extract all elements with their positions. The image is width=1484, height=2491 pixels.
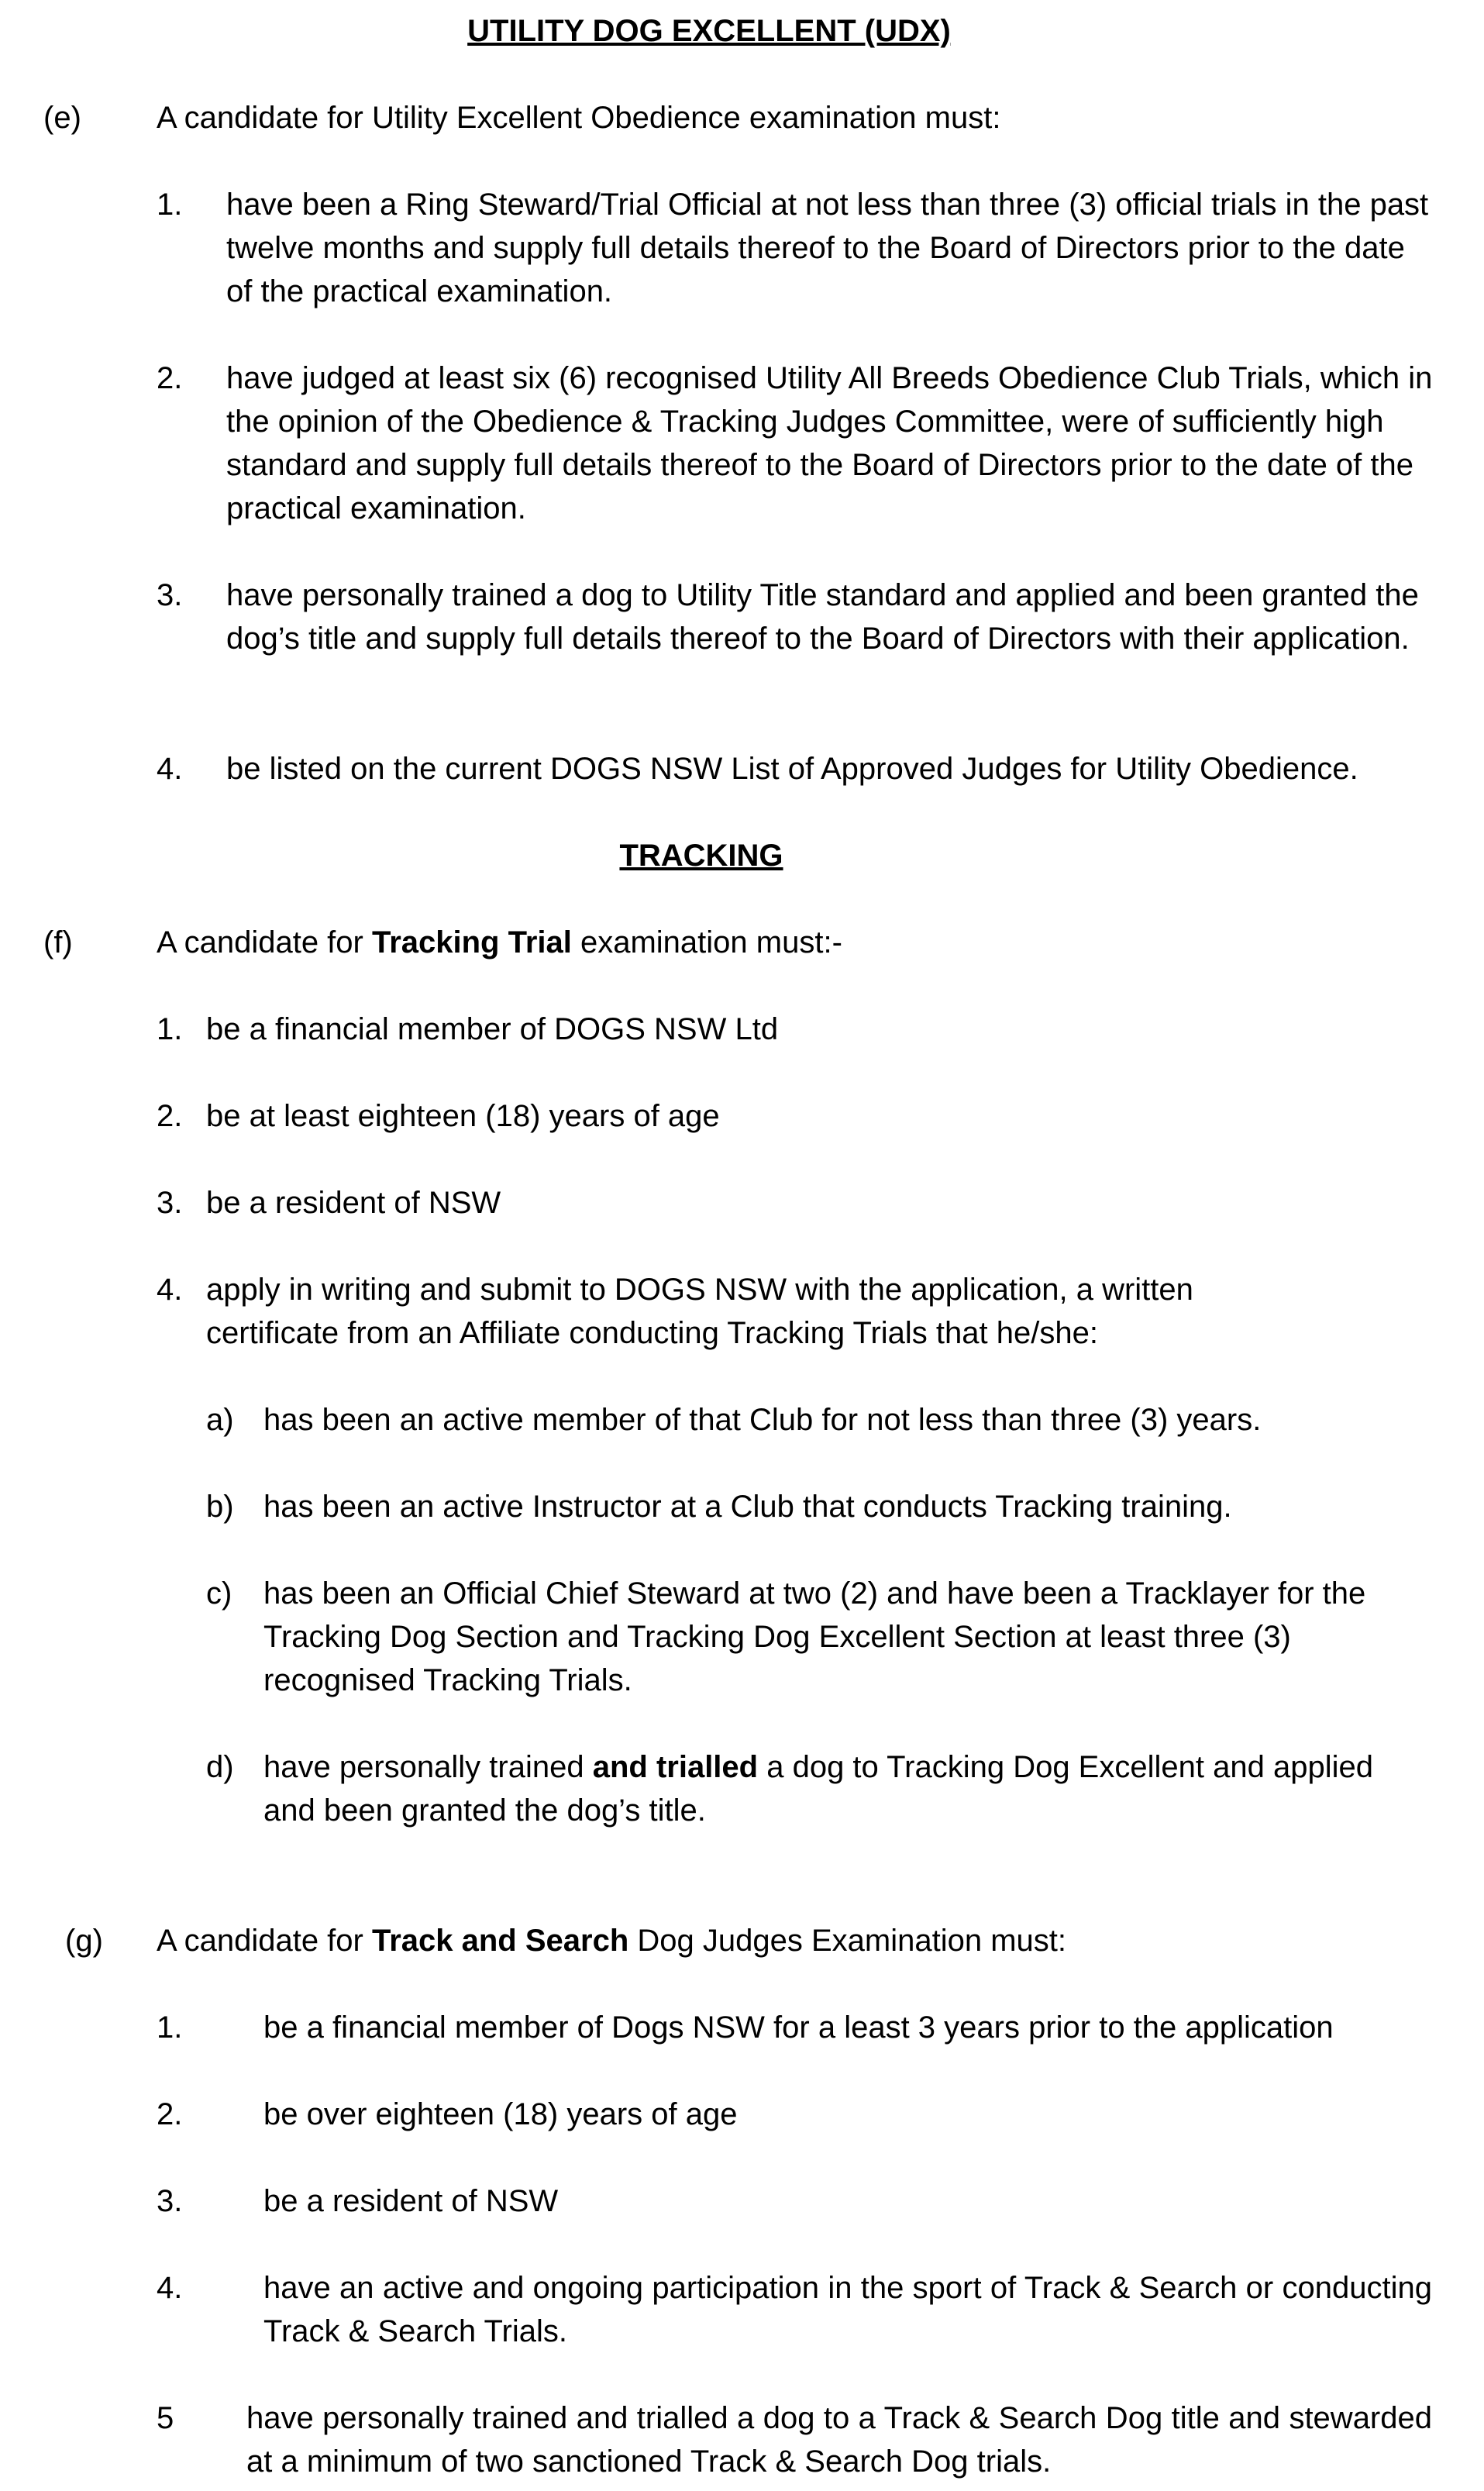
tracking-subitem-b-letter: b) — [206, 1490, 234, 1524]
track-search-item-2-text: be over eighteen (18) years of age — [263, 2097, 738, 2131]
tracking-item-1-number: 1. — [157, 1012, 183, 1046]
udx-heading: UTILITY DOG EXCELLENT (UDX) — [467, 14, 951, 48]
udx-item-3-number: 3. — [157, 578, 183, 612]
udx-item-3-text: have personally trained a dog to Utility Title standard and applied and been granted the dog’s title and supply full details thereof to the Board of Directors with their application. — [226, 578, 1419, 656]
tracking-item-3-number: 3. — [157, 1186, 183, 1220]
tracking-item-1-text: be a financial member of DOGS NSW Ltd — [206, 1012, 779, 1046]
section-marker-f: (f) — [43, 925, 73, 960]
track-search-item-3-number: 3. — [157, 2184, 183, 2218]
tracking-item-2-text: be at least eighteen (18) years of age — [206, 1099, 720, 1133]
tracking-item-2-number: 2. — [157, 1099, 183, 1133]
udx-item-2-text: have judged at least six (6) recognised Utility All Breeds Obedience Club Trials, which in the opinion of the Obedience & Tracking Judges Committee, were of sufficiently high standard and supply full details thereof to the Board of Directors prior to the date of the practical examination. — [226, 361, 1433, 525]
udx-item-4-number: 4. — [157, 752, 183, 786]
track-search-item-5-number: 5 — [157, 2401, 174, 2435]
tracking-subitem-d-letter: d) — [206, 1750, 234, 1784]
tracking-subitem-d-text: have personally trained and trialled a dog to Tracking Dog Excellent and applied and been granted the dog’s title. — [263, 1750, 1373, 1828]
tracking-subitem-a-letter: a) — [206, 1403, 234, 1437]
tracking-heading: TRACKING — [619, 839, 783, 873]
tracking-subitem-c-text: has been an Official Chief Steward at two (2) and have been a Tracklayer for the Tracking Dog Section and Tracking Dog Excellent Section at least three (3) recognised Tracking Trials. — [263, 1576, 1366, 1697]
track-search-item-3-text: be a resident of NSW — [263, 2184, 559, 2218]
tracking-intro: A candidate for Tracking Trial examination must:- — [157, 925, 842, 960]
udx-intro: A candidate for Utility Excellent Obedience examination must: — [157, 101, 1001, 135]
tracking-subitem-a-text: has been an active member of that Club for not less than three (3) years. — [263, 1403, 1262, 1437]
section-marker-g: (g) — [65, 1924, 103, 1958]
track-search-item-2-number: 2. — [157, 2097, 183, 2131]
udx-item-4-text: be listed on the current DOGS NSW List of Approved Judges for Utility Obedience. — [226, 752, 1358, 786]
tracking-item-4-text: apply in writing and submit to DOGS NSW with the application, a written certificate from an Affiliate conducting Tracking Trials that he/she: — [206, 1273, 1193, 1350]
track-search-item-5-text: have personally trained and trialled a dog to a Track & Search Dog title and stewarded at a minimum of two sanctioned Track & Search Dog trials. — [246, 2401, 1432, 2479]
track-search-intro-bold: Track and Search — [371, 1924, 629, 1958]
track-search-item-1-number: 1. — [157, 2010, 183, 2045]
udx-item-1-number: 1. — [157, 188, 183, 222]
tracking-intro-bold: Tracking Trial — [371, 925, 572, 960]
track-search-item-4-number: 4. — [157, 2271, 183, 2305]
track-search-item-4-text: have an active and ongoing participation in the sport of Track & Search or conducting Track & Search Trials. — [263, 2271, 1432, 2348]
tracking-item-4-number: 4. — [157, 1273, 183, 1307]
track-search-item-1-text: be a financial member of Dogs NSW for a least 3 years prior to the application — [263, 2010, 1334, 2045]
tracking-item-3-text: be a resident of NSW — [206, 1186, 501, 1220]
tracking-subitem-d-bold: and trialled — [592, 1750, 759, 1784]
udx-item-2-number: 2. — [157, 361, 183, 395]
udx-item-1-text: have been a Ring Steward/Trial Official at not less than three (3) official trials in the past twelve months and supply full details thereof to the Board of Directors prior to the date of the practical examination. — [226, 188, 1429, 308]
tracking-subitem-b-text: has been an active Instructor at a Club that conducts Tracking training. — [263, 1490, 1232, 1524]
section-marker-e: (e) — [43, 101, 81, 135]
track-search-intro: A candidate for Track and Search Dog Judges Examination must: — [157, 1924, 1066, 1958]
tracking-subitem-c-letter: c) — [206, 1576, 232, 1611]
